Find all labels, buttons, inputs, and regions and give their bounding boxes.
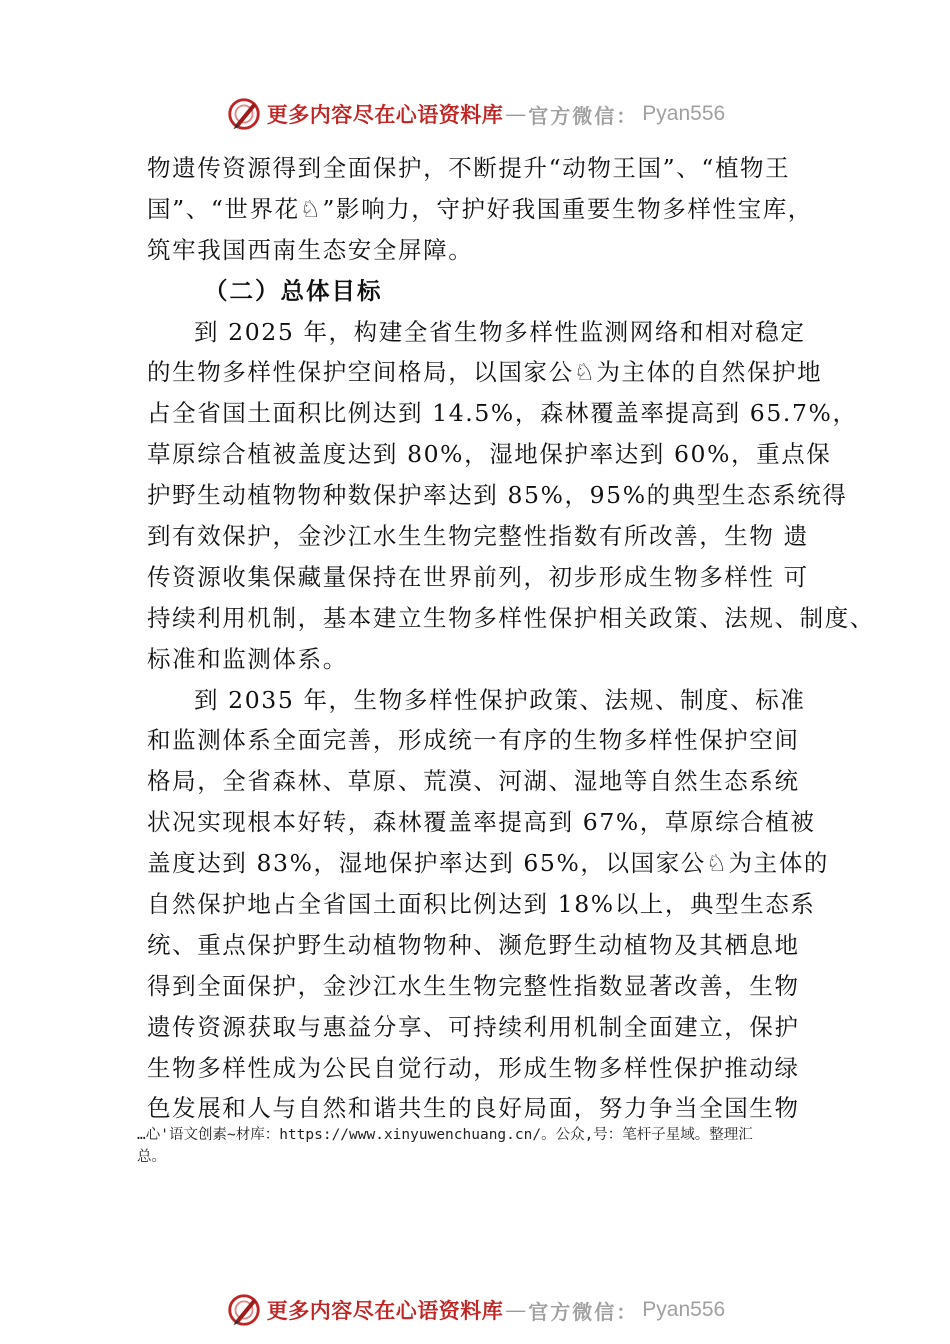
paragraph-line: 生物多样性成为公民自觉行动，形成生物多样性保护推动绿 xyxy=(147,1053,800,1082)
paragraph-line: 到 2025 年，构建全省生物多样性监测网络和相对稳定 xyxy=(194,317,806,346)
footnote-line: 总。 xyxy=(137,1149,166,1165)
pen-logo-icon xyxy=(225,95,263,133)
footer-banner xyxy=(0,1290,950,1330)
paragraph-line: 草原综合植被盖度达到 80%，湿地保护率达到 60%，重点保 xyxy=(147,440,832,469)
paragraph-line: 得到全面保护，金沙江水生生物完整性指数显著改善，生物 xyxy=(147,971,800,1000)
paragraph-line: 标准和监测体系。 xyxy=(147,644,348,673)
paragraph-line: 遗传资源获取与惠益分享、可持续利用机制全面建立，保护 xyxy=(147,1012,800,1041)
banner-title: 更多内容尽在心语资料库 xyxy=(266,102,504,127)
document-body xyxy=(147,148,875,1129)
banner-dash: — xyxy=(505,102,527,126)
pen-logo-icon xyxy=(225,1291,263,1329)
banner-title: 更多内容尽在心语资料库 xyxy=(266,1298,504,1323)
paragraph-line: 状况实现根本好转，森林覆盖率提高到 67%，草原综合植被 xyxy=(147,808,816,837)
paragraph-line: 统、重点保护野生动植物物种、濒危野生动植物及其栖息地 xyxy=(147,930,800,959)
header-banner xyxy=(0,94,950,134)
banner-wechat-id: Pyan556 xyxy=(642,102,726,125)
paragraph-line: 持续利用机制，基本建立生物多样性保护相关政策、法规、制度、 xyxy=(147,603,875,632)
paragraph-line: 格局，全省森林、草原、荒漠、河湖、湿地等自然生态系统 xyxy=(147,767,800,796)
paragraph-line: 物遗传资源得到全面保护，不断提升“动物王国”、“植物王 xyxy=(147,154,791,182)
paragraph-line: 传资源收集保藏量保持在世界前列，初步形成生物多样性 可 xyxy=(147,562,809,591)
banner-wechat-label: 官方微信： xyxy=(528,103,639,128)
paragraph-line: 的生物多样性保护空间格局，以国家公♘为主体的自然保护地 xyxy=(147,358,823,387)
paragraph-line: 护野生动植物物种数保护率达到 85%，95%的典型生态系统得 xyxy=(147,481,848,510)
section-heading: （二）总体目标 xyxy=(204,276,383,305)
paragraph-line: 国”、“世界花♘”影响力，守护好我国重要生物多样性宝库， xyxy=(147,194,813,223)
footnote xyxy=(137,1124,847,1168)
paragraph-line: 色发展和人与自然和谐共生的良好局面，努力争当全国生物 xyxy=(147,1094,800,1123)
paragraph-line: 筑牢我国西南生态安全屏障。 xyxy=(147,235,474,264)
paragraph-line: 占全省国土面积比例达到 14.5%，森林覆盖率提高到 65.7%， xyxy=(147,399,858,428)
paragraph-line: 到有效保护，金沙江水生生物完整性指数有所改善，生物 遗 xyxy=(147,522,809,551)
banner-dash: — xyxy=(505,1298,527,1322)
footnote-line: …心'语文创素~材库：https://www.xinyuwenchuang.cn/。公众,号：笔杆子星域。整理汇 xyxy=(137,1127,753,1143)
paragraph-line: 自然保护地占全省国土面积比例达到 18%以上，典型生态系 xyxy=(147,890,816,919)
paragraph-line: 到 2035 年，生物多样性保护政策、法规、制度、标准 xyxy=(194,685,806,714)
banner-wechat-id: Pyan556 xyxy=(642,1298,726,1321)
paragraph-line: 盖度达到 83%，湿地保护率达到 65%，以国家公♘为主体的 xyxy=(147,849,829,878)
paragraph-line: 和监测体系全面完善，形成统一有序的生物多样性保护空间 xyxy=(147,726,800,755)
banner-wechat-label: 官方微信： xyxy=(528,1299,639,1324)
